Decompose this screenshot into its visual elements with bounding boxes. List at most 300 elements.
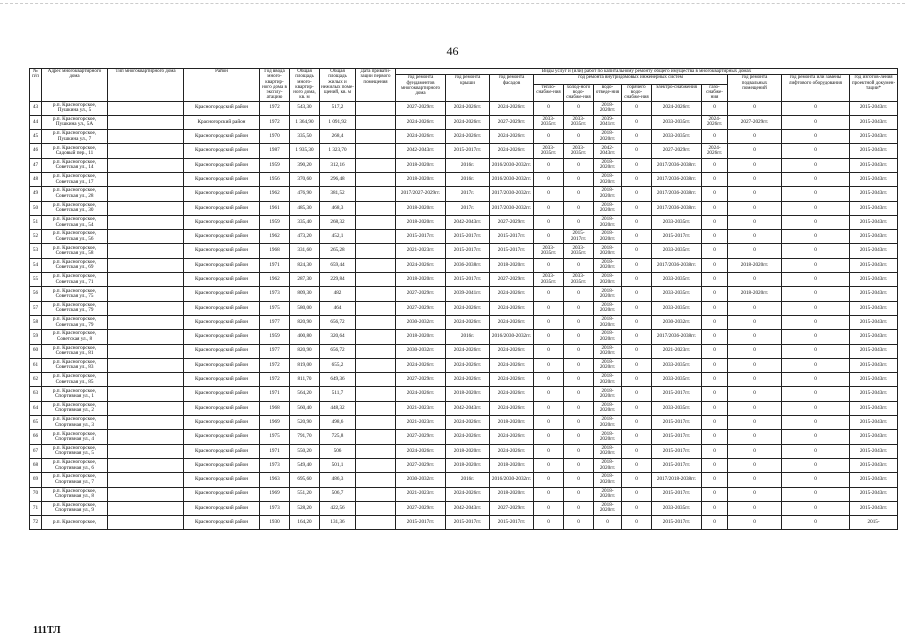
gas-cell: 0 xyxy=(702,158,728,172)
docs-cell: 2015- xyxy=(850,516,898,530)
header-type: Тип многоквартирного дома xyxy=(108,69,184,102)
year-cell: 1973 xyxy=(260,458,290,472)
basement-cell: 0 xyxy=(728,230,782,244)
foundation-cell: 2042-2043гг. xyxy=(396,144,446,158)
type-cell xyxy=(108,158,184,172)
facade-cell: 2024-2026гг. xyxy=(490,344,534,358)
cold-water-cell: 2033-2035гг. xyxy=(564,273,594,287)
region-cell: Красногородский район xyxy=(184,501,260,515)
total-area-cell: 580,00 xyxy=(290,301,320,315)
foundation-cell: 2021-2023гг. xyxy=(396,416,446,430)
region-cell: Красногородский район xyxy=(184,130,260,144)
living-area-cell: 506,7 xyxy=(320,487,356,501)
heat-cell: 0 xyxy=(534,501,564,515)
drainage-cell: 2018-2020гг. xyxy=(594,315,622,329)
gas-cell: 0 xyxy=(702,301,728,315)
region-cell: Красногородский район xyxy=(184,516,260,530)
electric-cell: 2015-2017гг. xyxy=(652,430,702,444)
facade-cell: 2024-2026гг. xyxy=(490,444,534,458)
foundation-cell: 2027-2029гг. xyxy=(396,373,446,387)
hot-water-cell: 0 xyxy=(622,401,652,415)
type-cell xyxy=(108,373,184,387)
facade-cell: 2016/2030-2032гг. xyxy=(490,172,534,186)
electric-cell: 2015-2017гг. xyxy=(652,516,702,530)
drainage-cell: 0 xyxy=(594,516,622,530)
privatization-cell xyxy=(356,201,396,215)
total-area-cell: 811,70 xyxy=(290,373,320,387)
address-cell: р.п. Красногорское, Советская ул., 28 xyxy=(42,187,108,201)
table-row xyxy=(30,115,898,129)
heat-cell: 0 xyxy=(534,387,564,401)
lift-cell: 0 xyxy=(782,172,850,186)
lift-cell: 0 xyxy=(782,430,850,444)
total-area-cell: 335,40 xyxy=(290,215,320,229)
address-cell: р.п. Красногорское, Спортивная ул., 6 xyxy=(42,458,108,472)
cold-water-cell: 0 xyxy=(564,330,594,344)
row-number-cell: 61 xyxy=(30,358,42,372)
hot-water-cell: 0 xyxy=(622,373,652,387)
year-cell: 1962 xyxy=(260,230,290,244)
total-area-cell: 695,60 xyxy=(290,473,320,487)
year-cell: 1972 xyxy=(260,115,290,129)
foundation-cell: 2021-2023гг. xyxy=(396,244,446,258)
basement-cell: 0 xyxy=(728,430,782,444)
basement-cell: 0 xyxy=(728,215,782,229)
electric-cell: 2017/2036-2038гг. xyxy=(652,172,702,186)
living-area-cell: 265,28 xyxy=(320,244,356,258)
row-number-cell: 50 xyxy=(30,201,42,215)
table-row xyxy=(30,230,898,244)
table-row xyxy=(30,101,898,115)
docs-cell: 2015-2043гг. xyxy=(850,101,898,115)
hot-water-cell: 0 xyxy=(622,344,652,358)
type-cell xyxy=(108,516,184,530)
foundation-cell: 2024-2026гг. xyxy=(396,444,446,458)
gas-cell: 0 xyxy=(702,458,728,472)
type-cell xyxy=(108,172,184,186)
type-cell xyxy=(108,430,184,444)
header-heat: тепло-снабже-ния xyxy=(534,84,564,101)
address-cell: р.п. Красногорское, Советская ул., 17 xyxy=(42,172,108,186)
year-cell: 1975 xyxy=(260,430,290,444)
lift-cell: 0 xyxy=(782,201,850,215)
facade-cell: 2024-2026гг. xyxy=(490,358,534,372)
privatization-cell xyxy=(356,115,396,129)
total-area-cell: 520,90 xyxy=(290,416,320,430)
cold-water-cell: 2033-2035гг. xyxy=(564,144,594,158)
docs-cell: 2015-2043гг. xyxy=(850,430,898,444)
header-electric: электро-снабжения xyxy=(652,84,702,101)
total-area-cell: 550,20 xyxy=(290,444,320,458)
heat-cell: 0 xyxy=(534,215,564,229)
basement-cell: 0 xyxy=(728,187,782,201)
living-area-cell: 468,3 xyxy=(320,201,356,215)
living-area-cell: 656,72 xyxy=(320,315,356,329)
basement-cell: 0 xyxy=(728,301,782,315)
address-cell: р.п. Красногорское, Спортивная ул., 5 xyxy=(42,444,108,458)
basement-cell: 0 xyxy=(728,315,782,329)
lift-cell: 0 xyxy=(782,458,850,472)
gas-cell: 0 xyxy=(702,358,728,372)
lift-cell: 0 xyxy=(782,315,850,329)
living-area-cell: 422,56 xyxy=(320,501,356,515)
gas-cell: 0 xyxy=(702,187,728,201)
foundation-cell: 2027-2029гг. xyxy=(396,501,446,515)
year-cell: 1973 xyxy=(260,287,290,301)
electric-cell: 2033-2035гг. xyxy=(652,358,702,372)
privatization-cell xyxy=(356,187,396,201)
region-cell: Красногородский район xyxy=(184,230,260,244)
privatization-cell xyxy=(356,215,396,229)
type-cell xyxy=(108,215,184,229)
facade-cell: 2027-2029гг. xyxy=(490,273,534,287)
type-cell xyxy=(108,330,184,344)
region-cell: Красногородский район xyxy=(184,215,260,229)
region-cell: Красногородский район xyxy=(184,416,260,430)
gas-cell: 0 xyxy=(702,172,728,186)
year-cell: 1961 xyxy=(260,201,290,215)
hot-water-cell: 0 xyxy=(622,215,652,229)
type-cell xyxy=(108,201,184,215)
basement-cell: 0 xyxy=(728,358,782,372)
heat-cell: 0 xyxy=(534,416,564,430)
year-cell: 1972 xyxy=(260,358,290,372)
docs-cell: 2015-2043гг. xyxy=(850,273,898,287)
basement-cell: 2018-2020гг. xyxy=(728,287,782,301)
year-cell: 1972 xyxy=(260,101,290,115)
roof-cell: 2018-2020гг. xyxy=(446,444,490,458)
electric-cell: 2021-2023гг. xyxy=(652,344,702,358)
basement-cell: 0 xyxy=(728,373,782,387)
region-cell: Красногородский район xyxy=(184,344,260,358)
heat-cell: 0 xyxy=(534,358,564,372)
header-engineering-group: год ремонта внутридомовых инженерных систем xyxy=(534,75,728,85)
table-row xyxy=(30,373,898,387)
heat-cell: 0 xyxy=(534,158,564,172)
year-cell: 1977 xyxy=(260,344,290,358)
drainage-cell: 2018-2020гг. xyxy=(594,101,622,115)
privatization-cell xyxy=(356,144,396,158)
roof-cell: 2016г. xyxy=(446,330,490,344)
year-cell: 1972 xyxy=(260,373,290,387)
hot-water-cell: 0 xyxy=(622,487,652,501)
foundation-cell: 2018-2020гг. xyxy=(396,330,446,344)
gas-cell: 0 xyxy=(702,130,728,144)
year-cell: 1970 xyxy=(260,130,290,144)
basement-cell: 0 xyxy=(728,473,782,487)
heat-cell: 0 xyxy=(534,301,564,315)
type-cell xyxy=(108,301,184,315)
hot-water-cell: 0 xyxy=(622,172,652,186)
lift-cell: 0 xyxy=(782,501,850,515)
address-cell: р.п. Красногорское, Советская ул., 83 xyxy=(42,358,108,372)
roof-cell: 2024-2026гг. xyxy=(446,301,490,315)
docs-cell: 2015-2043гг. xyxy=(850,501,898,515)
facade-cell: 2016/2030-2032гг. xyxy=(490,473,534,487)
region-cell: Красногородский район xyxy=(184,315,260,329)
gas-cell: 0 xyxy=(702,201,728,215)
region-cell: Красногородский район xyxy=(184,330,260,344)
address-cell: р.п. Красногорское, Спортивная ул., 1 xyxy=(42,387,108,401)
row-number-cell: 45 xyxy=(30,130,42,144)
privatization-cell xyxy=(356,230,396,244)
type-cell xyxy=(108,444,184,458)
table-row xyxy=(30,387,898,401)
roof-cell: 2024-2026гг. xyxy=(446,416,490,430)
foundation-cell: 2030-2032гг. xyxy=(396,344,446,358)
basement-cell: 0 xyxy=(728,201,782,215)
living-area-cell: 452,1 xyxy=(320,230,356,244)
heat-cell: 0 xyxy=(534,516,564,530)
hot-water-cell: 0 xyxy=(622,287,652,301)
region-cell: Красногородский район xyxy=(184,172,260,186)
facade-cell: 2018-2020гг. xyxy=(490,416,534,430)
hot-water-cell: 0 xyxy=(622,258,652,272)
docs-cell: 2015-2043гг. xyxy=(850,444,898,458)
table-row xyxy=(30,301,898,315)
region-cell: Красногородский район xyxy=(184,444,260,458)
year-cell: 1975 xyxy=(260,301,290,315)
year-cell: 1971 xyxy=(260,258,290,272)
drainage-cell: 2018-2020гг. xyxy=(594,458,622,472)
address-cell: р.п. Красногорское, Советская ул., 69 xyxy=(42,258,108,272)
address-cell: р.п. Красногорское, Пушкина ул., 5 xyxy=(42,101,108,115)
region-cell: Красногородский район xyxy=(184,201,260,215)
drainage-cell: 2018-2020гг. xyxy=(594,430,622,444)
gas-cell: 0 xyxy=(702,416,728,430)
electric-cell: 2027-2029гг. xyxy=(652,144,702,158)
lift-cell: 0 xyxy=(782,487,850,501)
roof-cell: 2017г. xyxy=(446,201,490,215)
heat-cell: 0 xyxy=(534,187,564,201)
privatization-cell xyxy=(356,473,396,487)
address-cell: р.п. Красногорское, Спортивная ул., 4 xyxy=(42,430,108,444)
privatization-cell xyxy=(356,373,396,387)
address-cell: р.п. Красногорское, Советская ул., 54 xyxy=(42,215,108,229)
roof-cell: 2024-2026гг. xyxy=(446,358,490,372)
region-cell: Красногородский район xyxy=(184,473,260,487)
roof-cell: 2018-2020гг. xyxy=(446,387,490,401)
type-cell xyxy=(108,344,184,358)
cold-water-cell: 0 xyxy=(564,401,594,415)
table-row xyxy=(30,287,898,301)
basement-cell: 0 xyxy=(728,344,782,358)
foundation-cell: 2027-2029гг. xyxy=(396,430,446,444)
facade-cell: 2024-2026гг. xyxy=(490,430,534,444)
foundation-cell: 2027-2029гг. xyxy=(396,458,446,472)
docs-cell: 2015-2043гг. xyxy=(850,258,898,272)
hot-water-cell: 0 xyxy=(622,458,652,472)
living-area-cell: 268,4 xyxy=(320,130,356,144)
row-number-cell: 65 xyxy=(30,416,42,430)
drainage-cell: 2018-2020гг. xyxy=(594,258,622,272)
type-cell xyxy=(108,487,184,501)
total-area-cell: 164,20 xyxy=(290,516,320,530)
address-cell: р.п. Красногорское, Советская ул., 75 xyxy=(42,287,108,301)
table-row xyxy=(30,344,898,358)
basement-cell: 0 xyxy=(728,244,782,258)
gas-cell: 2024-2026гг. xyxy=(702,115,728,129)
header-privatization-date: Дата привати-зации первого помещения xyxy=(356,69,396,102)
row-number-cell: 69 xyxy=(30,473,42,487)
lift-cell: 0 xyxy=(782,230,850,244)
address-cell: р.п. Красногорское, Советская ул., 81 xyxy=(42,344,108,358)
cold-water-cell: 0 xyxy=(564,358,594,372)
basement-cell: 0 xyxy=(728,444,782,458)
foundation-cell: 2018-2020гг. xyxy=(396,201,446,215)
privatization-cell xyxy=(356,487,396,501)
table-row xyxy=(30,444,898,458)
gas-cell: 0 xyxy=(702,230,728,244)
row-number-cell: 64 xyxy=(30,401,42,415)
type-cell xyxy=(108,144,184,158)
living-area-cell: 381,52 xyxy=(320,187,356,201)
docs-cell: 2015-2043гг. xyxy=(850,115,898,129)
living-area-cell: 511,7 xyxy=(320,387,356,401)
hot-water-cell: 0 xyxy=(622,516,652,530)
lift-cell: 0 xyxy=(782,215,850,229)
type-cell xyxy=(108,258,184,272)
foundation-cell: 2024-2026гг. xyxy=(396,115,446,129)
electric-cell: 2033-2035гг. xyxy=(652,273,702,287)
total-area-cell: 824,30 xyxy=(290,258,320,272)
heat-cell: 0 xyxy=(534,330,564,344)
electric-cell: 2017/2036-2038гг. xyxy=(652,158,702,172)
row-number-cell: 52 xyxy=(30,230,42,244)
lift-cell: 0 xyxy=(782,373,850,387)
foundation-cell: 2027-2029гг. xyxy=(396,301,446,315)
heat-cell: 2033-2035гг. xyxy=(534,115,564,129)
type-cell xyxy=(108,101,184,115)
docs-cell: 2015-2043гг. xyxy=(850,458,898,472)
drainage-cell: 2018-2020гг. xyxy=(594,201,622,215)
roof-cell: 2024-2026гг. xyxy=(446,130,490,144)
privatization-cell xyxy=(356,358,396,372)
region-cell: Красногородский район xyxy=(184,358,260,372)
facade-cell: 2024-2026гг. xyxy=(490,301,534,315)
total-area-cell: 791,70 xyxy=(290,430,320,444)
table-row xyxy=(30,258,898,272)
electric-cell: 2015-2017гг. xyxy=(652,230,702,244)
roof-cell: 2042-2043гг. xyxy=(446,401,490,415)
drainage-cell: 2039-2041гг. xyxy=(594,115,622,129)
cold-water-cell: 0 xyxy=(564,215,594,229)
living-area-cell: 312,16 xyxy=(320,158,356,172)
type-cell xyxy=(108,473,184,487)
type-cell xyxy=(108,115,184,129)
row-number-cell: 67 xyxy=(30,444,42,458)
table-row xyxy=(30,201,898,215)
total-area-cell: 485,30 xyxy=(290,201,320,215)
scan-edge-top xyxy=(0,3,905,4)
privatization-cell xyxy=(356,516,396,530)
living-area-cell: 659,44 xyxy=(320,258,356,272)
living-area-cell: 506 xyxy=(320,444,356,458)
gas-cell: 0 xyxy=(702,387,728,401)
year-cell: 1987 xyxy=(260,144,290,158)
lift-cell: 0 xyxy=(782,258,850,272)
cold-water-cell: 0 xyxy=(564,258,594,272)
cold-water-cell: 0 xyxy=(564,201,594,215)
header-roof: год ремонта крыши xyxy=(446,75,490,101)
electric-cell: 2015-2017гг. xyxy=(652,416,702,430)
row-number-cell: 58 xyxy=(30,315,42,329)
row-number-cell: 56 xyxy=(30,287,42,301)
docs-cell: 2015-2043гг. xyxy=(850,373,898,387)
lift-cell: 0 xyxy=(782,344,850,358)
year-cell: 1962 xyxy=(260,187,290,201)
privatization-cell xyxy=(356,244,396,258)
roof-cell: 2024-2026гг. xyxy=(446,115,490,129)
electric-cell: 2033-2035гг. xyxy=(652,501,702,515)
basement-cell: 0 xyxy=(728,101,782,115)
header-cold-water: холод-ного водо-снабже-ния xyxy=(564,84,594,101)
row-number-cell: 72 xyxy=(30,516,42,530)
living-area-cell: 320,64 xyxy=(320,330,356,344)
cold-water-cell: 0 xyxy=(564,101,594,115)
electric-cell: 2033-2035гг. xyxy=(652,130,702,144)
roof-cell: 2042-2043гг. xyxy=(446,501,490,515)
row-number-cell: 48 xyxy=(30,172,42,186)
privatization-cell xyxy=(356,130,396,144)
drainage-cell: 2018-2020гг. xyxy=(594,444,622,458)
total-area-cell: 473,20 xyxy=(290,230,320,244)
header-gas: газо-снабже-ния xyxy=(702,84,728,101)
region-cell: Красногородский район xyxy=(184,258,260,272)
electric-cell: 2024-2026гг. xyxy=(652,101,702,115)
electric-cell: 2030-2032гг. xyxy=(652,315,702,329)
privatization-cell xyxy=(356,401,396,415)
header-foundation: год ремонта фундаментов многоквартирного дома xyxy=(396,75,446,101)
heat-cell: 2033-2035гг. xyxy=(534,273,564,287)
electric-cell: 2033-2035гг. xyxy=(652,115,702,129)
table-row xyxy=(30,487,898,501)
facade-cell: 2024-2026гг. xyxy=(490,373,534,387)
table-row xyxy=(30,187,898,201)
roof-cell: 2024-2026гг. xyxy=(446,430,490,444)
region-cell: Красногородский район xyxy=(184,158,260,172)
electric-cell: 2015-2017гг. xyxy=(652,487,702,501)
region-cell: Красногородский район xyxy=(184,273,260,287)
address-cell: р.п. Красногорское, Пушкина ул., 5А xyxy=(42,115,108,129)
capital-repair-register-table xyxy=(29,68,898,530)
drainage-cell: 2018-2020гг. xyxy=(594,187,622,201)
gas-cell: 0 xyxy=(702,330,728,344)
privatization-cell xyxy=(356,430,396,444)
address-cell: р.п. Красногорское, Советская ул., 58 xyxy=(42,244,108,258)
roof-cell: 2015-2017гг. xyxy=(446,230,490,244)
table-row xyxy=(30,401,898,415)
year-cell: 1969 xyxy=(260,416,290,430)
facade-cell: 2015-2017гг. xyxy=(490,516,534,530)
table-row xyxy=(30,130,898,144)
docs-cell: 2015-2043гг. xyxy=(850,287,898,301)
facade-cell: 2024-2026гг. xyxy=(490,387,534,401)
total-area-cell: 819,00 xyxy=(290,358,320,372)
roof-cell: 2015-2017гг. xyxy=(446,516,490,530)
hot-water-cell: 0 xyxy=(622,158,652,172)
basement-cell: 0 xyxy=(728,130,782,144)
address-cell: р.п. Красногорское, Спортивная ул., 3 xyxy=(42,416,108,430)
lift-cell: 0 xyxy=(782,244,850,258)
basement-cell: 0 xyxy=(728,158,782,172)
living-area-cell: 501,1 xyxy=(320,458,356,472)
row-number-cell: 66 xyxy=(30,430,42,444)
docs-cell: 2015-2043гг. xyxy=(850,172,898,186)
drainage-cell: 2018-2020гг. xyxy=(594,487,622,501)
basement-cell: 0 xyxy=(728,458,782,472)
foundation-cell: 2027-2029гг. xyxy=(396,287,446,301)
